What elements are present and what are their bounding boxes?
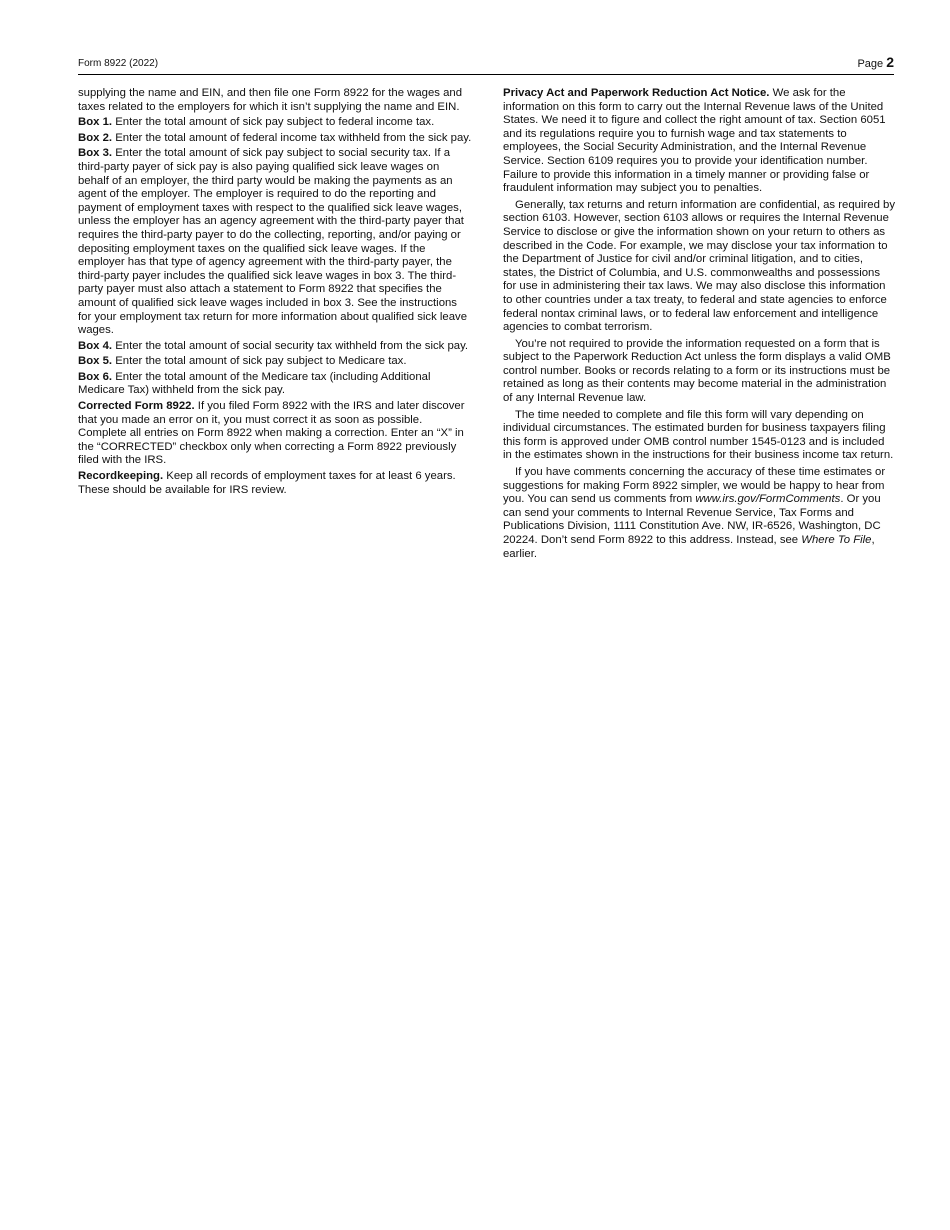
box4-paragraph — [78, 340, 473, 354]
box4-text: Enter the total amount of social security tax withheld from the sick pay. — [112, 339, 469, 352]
left-column — [78, 87, 473, 499]
box4-title: Box 4. — [78, 339, 113, 352]
comments-url-link[interactable]: www.irs.gov/FormComments — [695, 493, 841, 506]
box5-title: Box 5. — [78, 355, 113, 368]
box2-text: Enter the total amount of federal income tax withheld from the sick pay. — [112, 131, 472, 144]
comments-text-c: , earlier. — [503, 534, 875, 560]
page-number: 2 — [886, 54, 894, 70]
corrected-text: If you filed Form 8922 with the IRS and later discover that you made an error on it, you must correct it as soon as possible. Complete all entries on Form 8922 when making a correction. Enter an “X” in the “CORRECTED” checkbox only when correcting a Form 8922 previously filed with the IRS. — [78, 400, 465, 467]
comments-paragraph — [503, 466, 895, 561]
privacy-paragraph — [503, 87, 895, 196]
page-indicator — [857, 54, 894, 70]
comments-text-a: If you have comments concerning the accuracy of these time estimates or suggestions for making Form 8922 simpler, we would be happy to hear from you. You can send us comments from — [503, 466, 886, 506]
box6-title: Box 6. — [78, 370, 113, 383]
box2-paragraph — [78, 132, 473, 146]
corrected-paragraph — [78, 400, 473, 468]
page-word: Page — [857, 58, 884, 70]
box5-text: Enter the total amount of sick pay subject to Medicare tax. — [112, 355, 407, 368]
form-label: Form 8922 (2022) — [78, 58, 159, 69]
recordkeeping-paragraph — [78, 470, 473, 497]
confidentiality-paragraph: Generally, tax returns and return information are confidential, as required by section 6103. However, section 6103 allows or requires the Internal Revenue Service to disclose or give the information shown on your return to others as described in the Code. For example, we may disclose your tax information to the Department of Justice for civil and/or criminal litigation, and to cities, states, the District of Columbia, and U.S. commonwealths and possessions for use in administering their tax laws. We may also disclose this information to other countries under a tax treaty, to federal and state agencies to enforce federal nontax criminal laws, or to federal law enforcement and intelligence agencies to combat terrorism. — [503, 198, 896, 334]
recordkeeping-text: Keep all records of employment taxes for at least 6 years. These should be available for IRS review. — [78, 470, 456, 496]
continuation-paragraph: supplying the name and EIN, and then file one Form 8922 for the wages and taxes related to the employers for which it isn’t supplying the name and EIN. — [78, 87, 463, 113]
burden-paragraph: The time needed to complete and file this form will vary depending on individual circumstances. The estimated burden for business taxpayers filing this form is approved under OMB control number 1545-0123 and is included in the estimates shown in the instructions for their business income tax return. — [503, 408, 894, 462]
box5-paragraph — [78, 355, 473, 369]
box3-title: Box 3. — [78, 147, 113, 160]
box2-title: Box 2. — [78, 131, 113, 144]
where-to-file-ref: Where To File — [801, 534, 872, 546]
omb-paragraph: You’re not required to provide the information requested on a form that is subject to the Paperwork Reduction Act unless the form displays a valid OMB control number. Books or records relating to a form or its instructions must be retained as long as their contents may become material in the administration of any Internal Revenue law. — [503, 337, 891, 405]
privacy-text: We ask for the information on this form to carry out the Internal Revenue laws of the United States. We need it to figure and collect the right amount of tax. Section 6051 and its regulations require you to furnish wage and tax statements to employees, the Social Security Administration, and the Internal Revenue Service. Section 6109 requires you to provide your identification number. Failure to provide this information in a timely manner or providing false or fraudulent information may subject you to penalties. — [503, 87, 886, 195]
box6-paragraph — [78, 371, 473, 398]
box1-text: Enter the total amount of sick pay subject to federal income tax. — [112, 116, 435, 129]
box3-paragraph — [78, 147, 473, 337]
page-header — [78, 54, 894, 75]
box3-text: Enter the total amount of sick pay subject to social security tax. If a third-party payer of sick pay is also paying qualified sick leave wages on behalf of an employer, the third party would be making the payments as an agent of the employer. The employer is required to do the reporting and payment of employment taxes with respect to the qualified sick leave wages, unless the employer has an agency agreement with the third-party payer that requires the third-party payer to do the collecting, reporting, and/or paying or depositing employment taxes on the qualified sick leave wages. If the employer has that type of agency agreement with the third-party payer, the third-party payer includes the qualified sick leave wages in box 3. The third-party payer must also attach a statement to Form 8922 that specifies the amount of qualified sick leave wages included in box 3. See the instructions for your employment tax return for more information about qualified sick leave wages. — [78, 147, 468, 337]
privacy-title: Privacy Act and Paperwork Reduction Act Notice. — [503, 87, 770, 99]
corrected-title: Corrected Form 8922. — [78, 400, 195, 413]
box1-paragraph — [78, 116, 473, 130]
comments-text-b: . Or you can send your comments to Internal Revenue Service, Tax Forms and Publications Division, 1111 Constitution Ave. NW, IR-6526, Washington, DC 20224. Don’t send Form 8922 to this address. Instead, see — [503, 493, 881, 546]
right-column — [503, 87, 895, 564]
box1-title: Box 1. — [78, 116, 113, 129]
recordkeeping-title: Recordkeeping. — [78, 470, 164, 483]
box6-text: Enter the total amount of the Medicare tax (including Additional Medicare Tax) withheld from the sick pay. — [78, 370, 431, 397]
